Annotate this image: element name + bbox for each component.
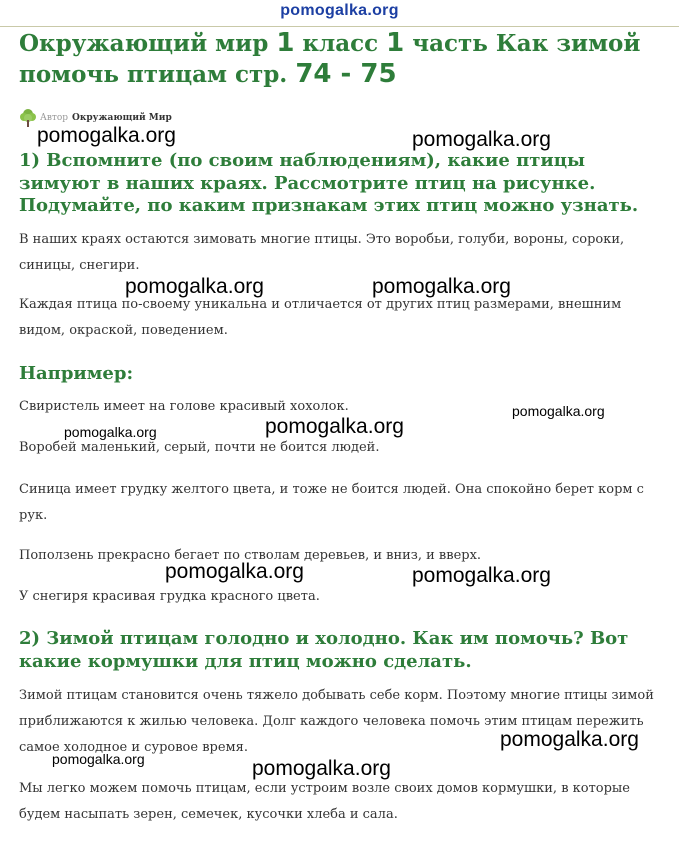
example-item: Свиристель имеет на голове красивый хохолок. <box>19 399 349 414</box>
question-1-paragraph-1: В наших краях остаются зимовать многие птицы. Это воробьи, голуби, вороны, сороки, синицы, снегири. <box>19 232 625 273</box>
watermark: pomogalka.org <box>412 564 551 587</box>
watermark: pomogalka.org <box>37 124 176 147</box>
example-item: У снегиря красивая грудка красного цвета. <box>19 589 320 604</box>
watermark: pomogalka.org <box>52 751 145 767</box>
example-item: Синица имеет грудку желтого цвета, и тоже не боится людей. Она спокойно берет корм с рук. <box>19 482 644 523</box>
author-name[interactable]: Окружающий Мир <box>72 113 172 123</box>
watermark: pomogalka.org <box>372 275 511 298</box>
watermark: pomogalka.org <box>265 415 404 438</box>
question-2-heading: 2) Зимой птицам голодно и холодно. Как им помочь? Вот какие кормушки для птиц можно сделать. <box>19 628 629 672</box>
page-title: Окружающий мир 1 класс 1 часть Как зимой помочь птицам стр. 74 - 75 <box>19 28 641 89</box>
watermark: pomogalka.org <box>125 275 264 298</box>
tree-icon <box>19 108 37 128</box>
question-1-heading: 1) Вспомните (по своим наблюдениям), какие птицы зимуют в наших краях. Рассмотрите птиц на рисунке. Подумайте, по каким признакам этих птиц можно узнать. <box>19 150 639 216</box>
example-item: Воробей маленький, серый, почти не боится людей. <box>19 440 380 455</box>
example-item: Поползень прекрасно бегает по стволам деревьев, и вниз, и вверх. <box>19 548 482 563</box>
question-1-paragraph-2: Каждая птица по-своему уникальна и отличается от других птиц размерами, внешним видом, окраской, поведением. <box>19 297 622 338</box>
watermark: pomogalka.org <box>412 128 551 151</box>
watermark: pomogalka.org <box>165 560 304 583</box>
question-2-paragraph-1: Зимой птицам становится очень тяжело добывать себе корм. Поэтому многие птицы зимой приближаются к жилью человека. Долг каждого человека помочь этим птицам пережить самое холодное и суровое время. <box>19 688 654 755</box>
author-label: Автор <box>40 113 69 123</box>
site-banner-link[interactable]: pomogalka.org <box>280 2 399 19</box>
watermark: pomogalka.org <box>64 424 157 440</box>
question-2-paragraph-2: Мы легко можем помочь птицам, если устроим возле своих домов кормушки, в которые будем насыпать зерен, семечек, кусочки хлеба и сала. <box>19 781 630 822</box>
watermark: pomogalka.org <box>500 728 639 751</box>
watermark: pomogalka.org <box>252 757 391 780</box>
site-banner <box>0 0 679 27</box>
watermark: pomogalka.org <box>512 403 605 419</box>
example-subheading: Например: <box>19 363 134 384</box>
